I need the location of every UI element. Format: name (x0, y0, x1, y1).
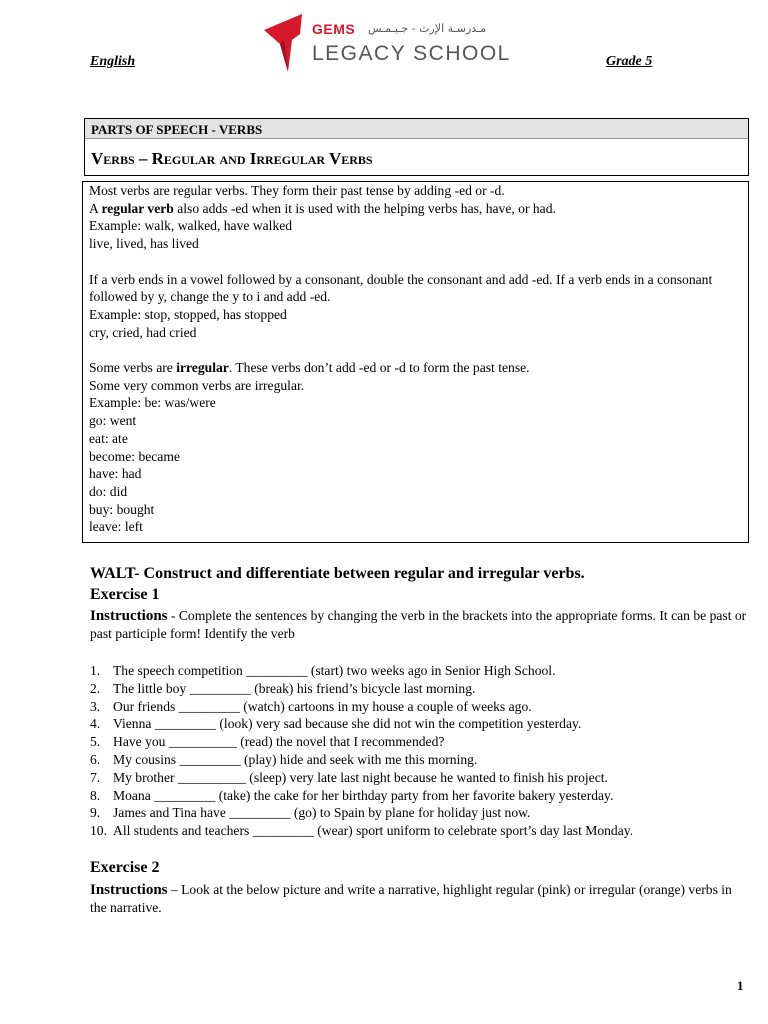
irregular-example: go: went (89, 413, 137, 429)
exercise-1-title: Exercise 1 (90, 586, 160, 603)
instructions-label: Instructions (90, 882, 168, 898)
note-line: Most verbs are regular verbs. They form their past tense by adding -ed or -d. (89, 183, 505, 198)
note-line: Some very common verbs are irregular. (89, 377, 305, 393)
walt-heading: WALT- Construct and differentiate between regular and irregular verbs. (90, 565, 585, 582)
note-line: cry, cried, had cried (89, 324, 197, 340)
exercise-item: 7. My brother __________ (sleep) very late last night because he wanted to finish his project. (90, 769, 608, 785)
note-line: Example: be: was/were (89, 395, 216, 411)
note-line: A regular verb also adds -ed when it is used with the helping verbs has, have, or had. (89, 200, 556, 216)
note-line: Example: stop, stopped, has stopped (89, 306, 287, 322)
logo-arabic-text: مـدرسـة الإرث - جـيـمـس (368, 22, 487, 35)
subject-label: English (90, 54, 136, 69)
notes-box (82, 181, 749, 543)
instructions-label: Instructions (90, 608, 168, 624)
topic-box (84, 118, 749, 176)
school-logo (262, 14, 512, 76)
page-number: 1 (737, 978, 744, 993)
exercise-item: 3. Our friends _________ (watch) cartoons in my house a couple of weeks ago. (90, 698, 532, 714)
logo-school-name: LEGACY SCHOOL (312, 42, 511, 65)
note-line: live, lived, has lived (89, 236, 199, 252)
exercise-1-list (90, 662, 633, 840)
exercise-1-instructions: Instructions - Complete the sentences by changing the verb in the brackets into the appropriate forms. It can be past or past participle form! Identify the verb (90, 608, 747, 641)
irregular-example: eat: ate (89, 430, 128, 446)
irregular-example: leave: left (89, 519, 143, 535)
irregular-example: have: had (89, 466, 142, 482)
topic-title: Verbs – Regular and Irregular Verbs (91, 149, 373, 168)
irregular-term: irregular (176, 360, 229, 375)
exercise-item: 1. The speech competition _________ (start) two weeks ago in Senior High School. (90, 663, 556, 678)
irregular-example: become: became (89, 448, 180, 464)
exercise-2-instructions: Instructions – Look at the below picture and write a narrative, highlight regular (pink) or irregular (orange) verbs in the narrative. (90, 882, 732, 915)
exercise-item: 5. Have you __________ (read) the novel that I recommended? (90, 734, 445, 750)
exercise-item: 8. Moana _________ (take) the cake for her birthday party from her favorite bakery yesterday. (90, 787, 614, 803)
exercise-item: 9. James and Tina have _________ (go) to Spain by plane for holiday just now. (90, 805, 531, 821)
exercise-item: 4. Vienna _________ (look) very sad because she did not win the competition yesterday. (90, 716, 582, 732)
note-line: Example: walk, walked, have walked (89, 218, 293, 234)
topic-label: PARTS OF SPEECH - VERBS (85, 119, 748, 139)
irregular-example: do: did (89, 483, 128, 499)
note-paragraph: If a verb ends in a vowel followed by a consonant, double the consonant and add -ed. If a verb ends in a consonant followed by y, change the y to i and add -ed. (89, 271, 713, 305)
exercise-item: 2. The little boy _________ (break) his friend’s bicycle last morning. (90, 680, 476, 696)
exercise-2-title: Exercise 2 (90, 859, 160, 876)
exercise-item: 6. My cousins _________ (play) hide and seek with me this morning. (90, 751, 478, 767)
flag-logo-icon (262, 14, 306, 74)
logo-brand: GEMS (312, 21, 356, 37)
regular-verb-term: regular verb (101, 200, 174, 216)
grade-label: Grade 5 (606, 54, 653, 69)
irregular-example: buy: bought (89, 501, 155, 517)
exercise-item: 10. All students and teachers _________ (wear) sport uniform to celebrate sport’s day last Monday. (90, 823, 634, 839)
note-line: Some verbs are irregular. These verbs don’t add -ed or -d to form the past tense. (89, 360, 530, 375)
